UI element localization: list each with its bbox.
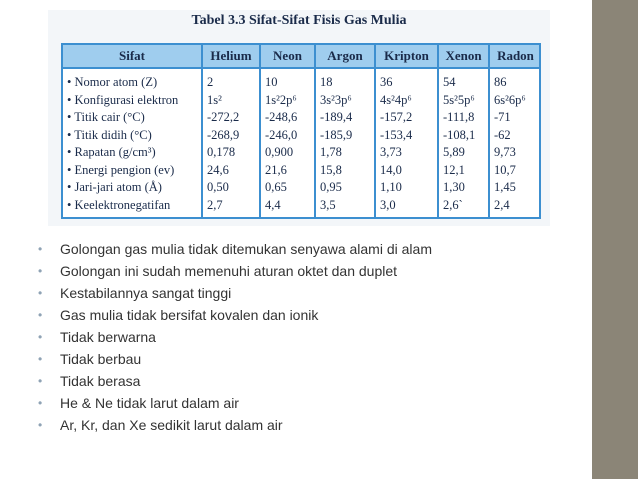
column-divider	[314, 45, 316, 217]
row-label: • Jari-jari atom (Å)	[67, 180, 162, 194]
slide-sidebar-bar	[592, 0, 638, 479]
bullet-dot-icon: •	[38, 374, 43, 388]
row-label: • Keelektronegatifan	[67, 197, 171, 212]
table-cell: 18	[320, 75, 333, 89]
header-kripton: Kripton	[384, 48, 429, 63]
bullet-dot-icon: •	[38, 396, 43, 410]
bullet-item	[38, 414, 432, 436]
bullet-item	[38, 348, 432, 370]
table-frame	[61, 43, 541, 219]
table-cell: 1,78	[320, 145, 342, 159]
bullet-dot-icon: •	[38, 286, 43, 300]
table-cell: 2	[207, 75, 214, 89]
table-cell: 14,0	[380, 162, 402, 177]
table-cell: -62	[494, 127, 511, 142]
column-divider	[201, 45, 203, 217]
table-cell: -268,9	[207, 127, 240, 142]
bullet-item	[38, 370, 432, 392]
table-cell: 3,73	[380, 145, 402, 159]
table-title: Tabel 3.3 Sifat-Sifat Fisis Gas Mulia	[191, 13, 407, 28]
header-helium: Helium	[210, 48, 252, 63]
gas-mulia-table-image	[48, 10, 550, 226]
bullet-dot-icon: •	[38, 330, 43, 344]
row-label: • Energi pengion (ev)	[67, 162, 175, 177]
header-neon: Neon	[273, 48, 302, 63]
bullet-item	[38, 282, 432, 304]
table-cell: 6s²6p⁶	[494, 92, 526, 107]
table-cell: -248,6	[265, 110, 298, 124]
bullet-list	[38, 238, 432, 436]
bullet-text: Kestabilannya sangat tinggi	[60, 285, 232, 301]
bullet-item	[38, 238, 432, 260]
bullet-text: Tidak berasa	[60, 373, 141, 389]
table-cell: -153,4	[380, 127, 413, 142]
table-cell: 0,50	[207, 180, 229, 194]
header-argon: Argon	[327, 48, 363, 63]
bullet-text: He & Ne tidak larut dalam air	[60, 395, 239, 411]
bullet-text: Golongan ini sudah memenuhi aturan oktet dan duplet	[60, 263, 398, 279]
table-cell: 2,4	[494, 197, 510, 212]
row-label: • Konfigurasi elektron	[67, 92, 179, 107]
table-cell: 1,30	[443, 180, 465, 194]
table-cell: 0,178	[207, 145, 236, 159]
bullet-dot-icon: •	[38, 308, 43, 322]
table-cell: -71	[494, 110, 511, 124]
table-cell: -157,2	[380, 110, 413, 124]
table-cell: 54	[443, 75, 456, 89]
table-cell: 3s²3p⁶	[320, 92, 352, 107]
table-cell: 0,95	[320, 180, 342, 194]
table-cell: 1,10	[380, 180, 402, 194]
table-cell: 1,45	[494, 180, 516, 194]
bullet-dot-icon: •	[38, 352, 43, 366]
table-cell: 15,8	[320, 162, 342, 177]
table-cell: 4s²4p⁶	[380, 92, 412, 107]
row-label: • Rapatan (g/cm³)	[67, 145, 156, 159]
table-cell: 1s²	[207, 92, 222, 107]
header-radon: Radon	[497, 48, 534, 63]
column-divider	[488, 45, 490, 217]
table-cell: 3,5	[320, 197, 336, 212]
table-cell: -272,2	[207, 110, 240, 124]
table-cell: 24,6	[207, 162, 229, 177]
bullet-dot-icon: •	[38, 242, 43, 256]
column-divider	[374, 45, 376, 217]
table-cell: -246,0	[265, 127, 298, 142]
column-divider	[437, 45, 439, 217]
table-cell: 86	[494, 75, 507, 89]
table-cell: 5s²5p⁶	[443, 92, 475, 107]
table-cell: 10	[265, 75, 278, 89]
bullet-text: Gas mulia tidak bersifat kovalen dan ionik	[60, 307, 319, 323]
bullet-dot-icon: •	[38, 264, 43, 278]
table-cell: 9,73	[494, 145, 516, 159]
table-cell: 10,7	[494, 162, 516, 177]
bullet-text: Tidak berbau	[60, 351, 142, 367]
bullet-text: Golongan gas mulia tidak ditemukan senyawa alami di alam	[60, 241, 432, 257]
bullet-item	[38, 326, 432, 348]
bullet-item	[38, 392, 432, 414]
table-cell: -111,8	[443, 110, 475, 124]
table-cell: 36	[380, 75, 393, 89]
header-sifat: Sifat	[119, 48, 145, 63]
table-cell: -189,4	[320, 110, 353, 124]
row-label: • Nomor atom (Z)	[67, 75, 158, 89]
table-cell: -185,9	[320, 127, 353, 142]
table-cell: 3,0	[380, 197, 396, 212]
table-cell: 2,7	[207, 197, 223, 212]
bullet-dot-icon: •	[38, 418, 43, 432]
bullet-text: Ar, Kr, dan Xe sedikit larut dalam air	[60, 417, 283, 433]
column-divider	[259, 45, 261, 217]
table-cell: -108,1	[443, 127, 476, 142]
row-label: • Titik cair (°C)	[67, 110, 145, 124]
table-cell: 0,900	[265, 145, 294, 159]
bullet-item	[38, 260, 432, 282]
table-cell: 2,6`	[443, 197, 463, 212]
table-cell: 21,6	[265, 162, 287, 177]
header-xenon: Xenon	[445, 48, 482, 63]
bullet-item	[38, 304, 432, 326]
table-cell: 5,89	[443, 145, 465, 159]
table-cell: 1s²2p⁶	[265, 92, 297, 107]
table-cell: 0,65	[265, 180, 287, 194]
table-cell: 12,1	[443, 162, 465, 177]
row-label: • Titik didih (°C)	[67, 127, 152, 142]
table-cell: 4,4	[265, 197, 281, 212]
bullet-text: Tidak berwarna	[60, 329, 156, 345]
